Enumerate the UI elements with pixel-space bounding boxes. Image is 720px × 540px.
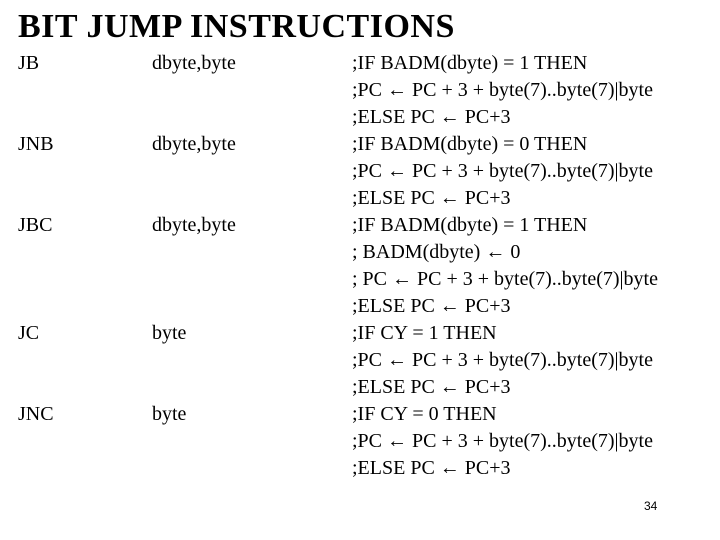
instruction-comment: ;ELSE PC ← PC+3	[352, 376, 511, 398]
instruction-row	[18, 374, 708, 401]
instruction-comment: ;PC ← PC + 3 + byte(7)..byte(7)|byte	[352, 79, 653, 101]
instruction-operands: dbyte,byte	[152, 214, 236, 236]
instruction-row	[18, 293, 708, 320]
instruction-row	[18, 50, 708, 77]
instruction-operands: dbyte,byte	[152, 133, 236, 155]
instruction-operands: byte	[152, 403, 187, 425]
instruction-operands: dbyte,byte	[152, 52, 236, 74]
instruction-row	[18, 158, 708, 185]
instruction-row	[18, 347, 708, 374]
page-number: 34	[644, 499, 658, 513]
instruction-row	[18, 401, 708, 428]
instruction-comment: ;PC ← PC + 3 + byte(7)..byte(7)|byte	[352, 430, 653, 452]
instruction-mnemonic: JC	[18, 322, 40, 344]
instruction-mnemonic: JNC	[18, 403, 54, 425]
instruction-comment: ;IF BADM(dbyte) = 1 THEN	[352, 214, 588, 236]
instruction-mnemonic: JB	[18, 52, 40, 74]
instruction-table	[18, 50, 708, 482]
instruction-mnemonic: JBC	[18, 214, 53, 236]
instruction-comment: ;IF BADM(dbyte) = 1 THEN	[352, 52, 588, 74]
instruction-mnemonic: JNB	[18, 133, 54, 155]
instruction-row	[18, 104, 708, 131]
instruction-row	[18, 185, 708, 212]
instruction-comment: ;ELSE PC ← PC+3	[352, 295, 511, 317]
instruction-row	[18, 239, 708, 266]
instruction-comment: ;IF BADM(dbyte) = 0 THEN	[352, 133, 588, 155]
instruction-row	[18, 212, 708, 239]
instruction-comment: ;IF CY = 1 THEN	[352, 322, 497, 344]
instruction-row	[18, 77, 708, 104]
instruction-comment: ;PC ← PC + 3 + byte(7)..byte(7)|byte	[352, 349, 653, 371]
instruction-row	[18, 131, 708, 158]
instruction-operands: byte	[152, 322, 187, 344]
instruction-row	[18, 320, 708, 347]
instruction-comment: ;ELSE PC ← PC+3	[352, 457, 511, 479]
instruction-comment: ;IF CY = 0 THEN	[352, 403, 497, 425]
instruction-comment: ;PC ← PC + 3 + byte(7)..byte(7)|byte	[352, 160, 653, 182]
instruction-comment: ;ELSE PC ← PC+3	[352, 106, 511, 128]
slide-title: BIT JUMP INSTRUCTIONS	[18, 8, 455, 45]
instruction-row	[18, 455, 708, 482]
instruction-row	[18, 266, 708, 293]
instruction-comment: ; BADM(dbyte) ← 0	[352, 241, 521, 263]
instruction-row	[18, 428, 708, 455]
instruction-comment: ;ELSE PC ← PC+3	[352, 187, 511, 209]
instruction-comment: ; PC ← PC + 3 + byte(7)..byte(7)|byte	[352, 268, 658, 290]
